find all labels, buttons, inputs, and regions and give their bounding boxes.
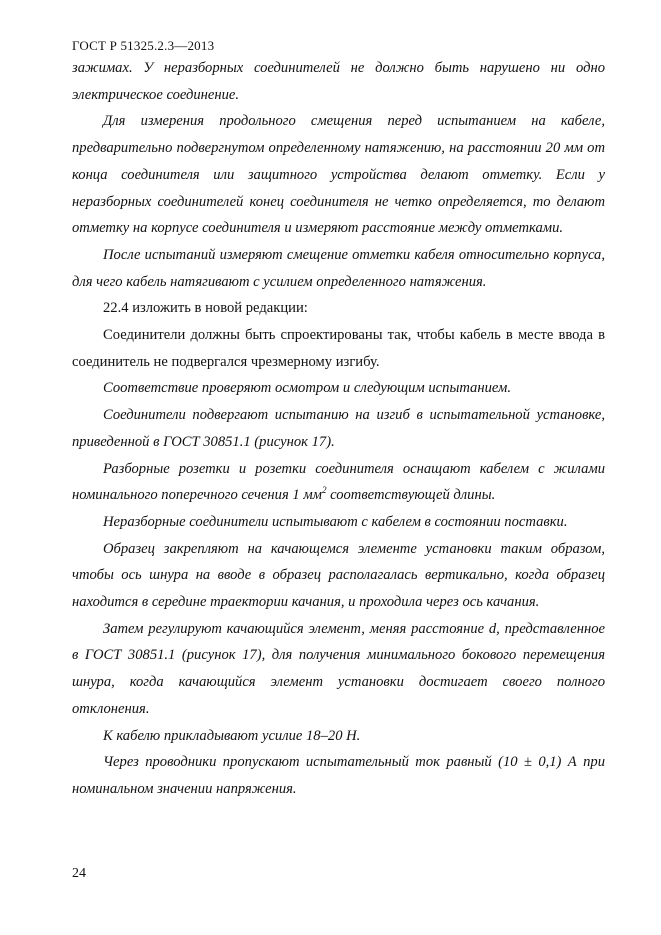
paragraph: [72, 456, 605, 509]
paragraph-text: К кабелю прикладывают усилие 18–20 Н.: [103, 727, 361, 744]
paragraph-text: Соответствие проверяют осмотром и следующим испытанием.: [103, 380, 511, 397]
paragraph-text: 22.4 изложить в новой редакции:: [103, 300, 308, 317]
paragraph-text-tail: соответствующей длины.: [326, 487, 496, 504]
document-body: [72, 55, 605, 803]
paragraph: [72, 723, 605, 750]
paragraph: [72, 55, 605, 108]
paragraph: [72, 242, 605, 295]
paragraph-text: Соединители подвергают испытанию на изгиб в испытательной установке, приведенной в ГОСТ 30851.1 (рисунок 17).: [72, 407, 605, 450]
paragraph-text: Неразборные соединители испытывают с кабелем в состоянии поставки.: [103, 513, 568, 530]
paragraph: [72, 108, 605, 242]
paragraph-text: Разборные розетки и розетки соединителя оснащают кабелем с жилами номинального поперечного сечения 1 мм: [72, 460, 605, 504]
paragraph: [72, 295, 605, 322]
paragraph-text: Образец закрепляют на качающемся элементе установки таким образом, чтобы ось шнура на вводе в образец располагалась вертикально, когда образец находится в середине траектории качания, и проходила через ось качания.: [72, 540, 605, 611]
paragraph: [72, 749, 605, 802]
paragraph-text: зажимах. У неразборных соединителей не должно быть нарушено ни одно электрическое соединение.: [72, 60, 605, 103]
paragraph: [72, 536, 605, 616]
document-header: ГОСТ Р 51325.2.3—2013: [72, 38, 215, 53]
paragraph-text: Для измерения продольного смещения перед испытанием на кабеле, предварительно подвергнутом определенному натяжению, на расстоянии 20 мм от конца соединителя или защитного устройства делают отметку. Если у неразборных соединителей конец соединителя не четко определяется, то делают отметку на корпусе соединителя и измеряют расстояние между отметками.: [72, 113, 605, 237]
paragraph: [72, 322, 605, 375]
paragraph: [72, 616, 605, 723]
paragraph-text: После испытаний измеряют смещение отметки кабеля относительно корпуса, для чего кабель натягивают с усилием определенного натяжения.: [72, 246, 605, 290]
paragraph-text: Затем регулируют качающийся элемент, меняя расстояние d, представленное в ГОСТ 30851.1 (рисунок 17), для получения минимального бокового перемещения шнура, когда качающийся элемент установки достигает своего полного отклонения.: [72, 620, 605, 717]
paragraph: [72, 402, 605, 455]
paragraph-text: Соединители должны быть спроектированы так, чтобы кабель в месте ввода в соединитель не подвергался чрезмерному изгибу.: [72, 327, 605, 370]
page-number: 24: [72, 866, 86, 881]
superscript: 2: [321, 485, 327, 496]
paragraph: [72, 375, 605, 402]
paragraph-text: Через проводники пропускают испытательный ток равный (10 ± 0,1) А при номинальном значении напряжения.: [72, 754, 605, 797]
paragraph: [72, 509, 605, 536]
